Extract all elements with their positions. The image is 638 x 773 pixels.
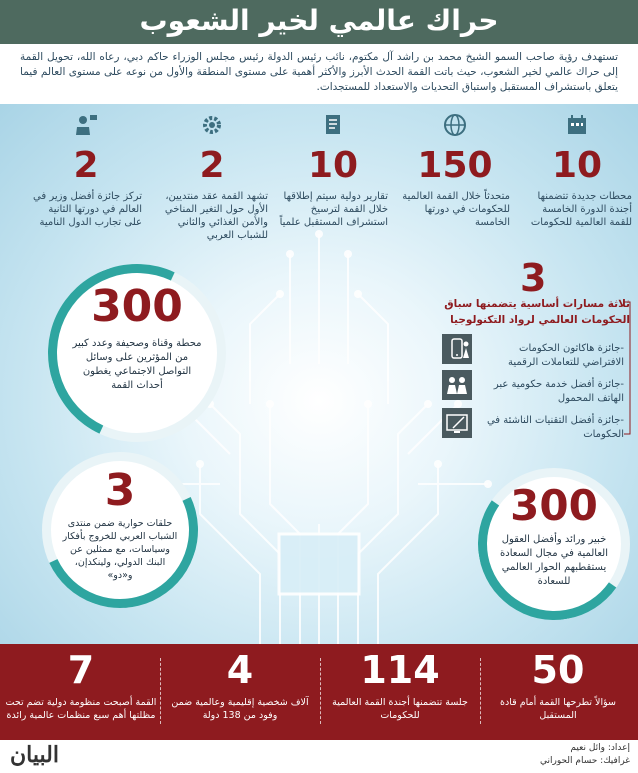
- top-stat: [522, 112, 632, 252]
- top-stat-number: 10: [307, 145, 359, 186]
- prepared-by: إعداد: وائل نعيم: [570, 743, 630, 753]
- people-icon: [442, 370, 472, 400]
- credits: [540, 742, 630, 768]
- experts-text: خبير ورائد وأفضل العقول العالمية في مجال السعادة يستقطبهم الحوار العالمي للسعادة: [500, 534, 608, 587]
- band-divider: [160, 658, 161, 724]
- media-number: 300: [91, 281, 183, 332]
- track-item-hackathon: -جائزة هاكاثون الحكومات الافتراضي للتعاملات الرقمية: [507, 343, 624, 368]
- bottom-stat: [322, 644, 478, 740]
- media-circle: [48, 264, 226, 442]
- tracks-number: 3: [520, 256, 547, 300]
- dialogue-circle: [42, 452, 198, 608]
- band-divider: [480, 658, 481, 724]
- bottom-stat-text: آلاف شخصية إقليمية وعالمية ضمن وفود من 138 دولة: [171, 697, 309, 721]
- track-item-mobile-service: -جائزة أفضل خدمة حكومية عبر الهاتف المحمول: [493, 379, 624, 404]
- experts-circle: [478, 468, 630, 620]
- track-item-emerging-tech: -جائزة أفضل التقنيات الناشئة في الحكومات: [486, 415, 624, 440]
- bottom-stat-number: 50: [531, 648, 585, 692]
- bottom-stat: [482, 644, 634, 740]
- bottom-stat-text: سؤالاً تطرحها القمة أمام قادة المستقبل: [500, 697, 616, 721]
- top-stat-text: تركز جائزة أفضل وزير في العالم في دورتها الثانية على تجارب الدول النامية: [33, 191, 142, 228]
- globe-icon: [442, 112, 468, 138]
- media-text: محطة وقناة وصحيفة وعدد كبير من المؤثرين على وسائل التواصل الاجتماعي يغطون أحداث القمة: [72, 338, 202, 391]
- bottom-stat-number: 7: [67, 648, 95, 692]
- top-stat-text: محطات جديدة تتضمنها أجندة الدورة الخامسة للقمة العالمية للحكومات: [530, 191, 632, 228]
- bottom-stat-number: 4: [226, 648, 254, 692]
- intro-paragraph: تستهدف رؤية صاحب السمو الشيخ محمد بن راشد آل مكتوم، نائب رئيس الدولة رئيس مجلس الوزراء حاكم دبي، رعاه الله، تحويل القمة إلى حراك عالمي لخير الشعوب، حيث باتت القمة الحدث الأبرز والأكثر أهمية على مستوى المنطقة والأول من نوعه على مستوى العالم فيما يتعلق باستشراف المستقبل واستباق التحديات والاستعداد للمستجدات.: [20, 51, 618, 93]
- experts-number: 300: [510, 481, 598, 530]
- tablet-pen-icon: [442, 408, 472, 438]
- top-stat: [156, 112, 268, 252]
- top-stat-text: متحدثاً خلال القمة العالمية للحكومات في دورتها الخامسة: [402, 191, 510, 228]
- bottom-stat: [162, 644, 318, 740]
- calendar-building-icon: [564, 112, 590, 138]
- speaker-person-icon: [73, 112, 99, 138]
- top-stat-number: 10: [551, 145, 603, 186]
- bottom-stat: [4, 644, 158, 740]
- albayan-logo: البيان: [10, 742, 59, 768]
- bottom-stat-number: 114: [360, 648, 440, 692]
- top-stat: [400, 112, 510, 252]
- dialogue-number: 3: [104, 465, 136, 516]
- band-divider: [320, 658, 321, 724]
- graphics-by: غرافيك: حسام الحوراني: [540, 756, 630, 766]
- top-stat-number: 2: [73, 145, 99, 186]
- bottom-stat-text: القمة أصبحت منظومة دولية تضم تحت مظلتها أهم سبع منظمات عالمية رائدة: [5, 697, 157, 721]
- top-stat-text: تقارير دولية سيتم إطلاقها خلال القمة لترسيخ استشراف المستقبل علمياً: [279, 191, 388, 228]
- header-bar: [0, 0, 638, 44]
- bottom-stats-band: [0, 644, 638, 740]
- chip-shape: [279, 534, 359, 594]
- bottom-stat-text: جلسة تتضمنها أجندة القمة العالمية للحكومات: [332, 697, 468, 721]
- top-stat: [30, 112, 142, 252]
- gear-circle-icon: [199, 112, 225, 138]
- tracks-title: ثلاثة مسارات أساسية يتضمنها سباق الحكومات العالمي لرواد التكنولوجيا: [444, 298, 630, 326]
- top-stat-text: تشهد القمة عقد منتديين، الأول حول التغير المناخي والأمن الغذائي والثاني للشباب العربي: [164, 191, 268, 241]
- report-icon: [320, 112, 346, 138]
- top-stat-number: 150: [417, 145, 493, 186]
- dialogue-text: حلقات حوارية ضمن منتدى الشباب العربي للخروج بأفكار وسياسات، مع ممثلين عن البنك الدولي، ولينكدإن، و«دو»: [62, 518, 178, 581]
- phone-person-icon: [442, 334, 472, 364]
- page-title: حراك عالمي لخير الشعوب: [139, 4, 499, 37]
- top-stat: [278, 112, 388, 252]
- top-stat-number: 2: [199, 145, 225, 186]
